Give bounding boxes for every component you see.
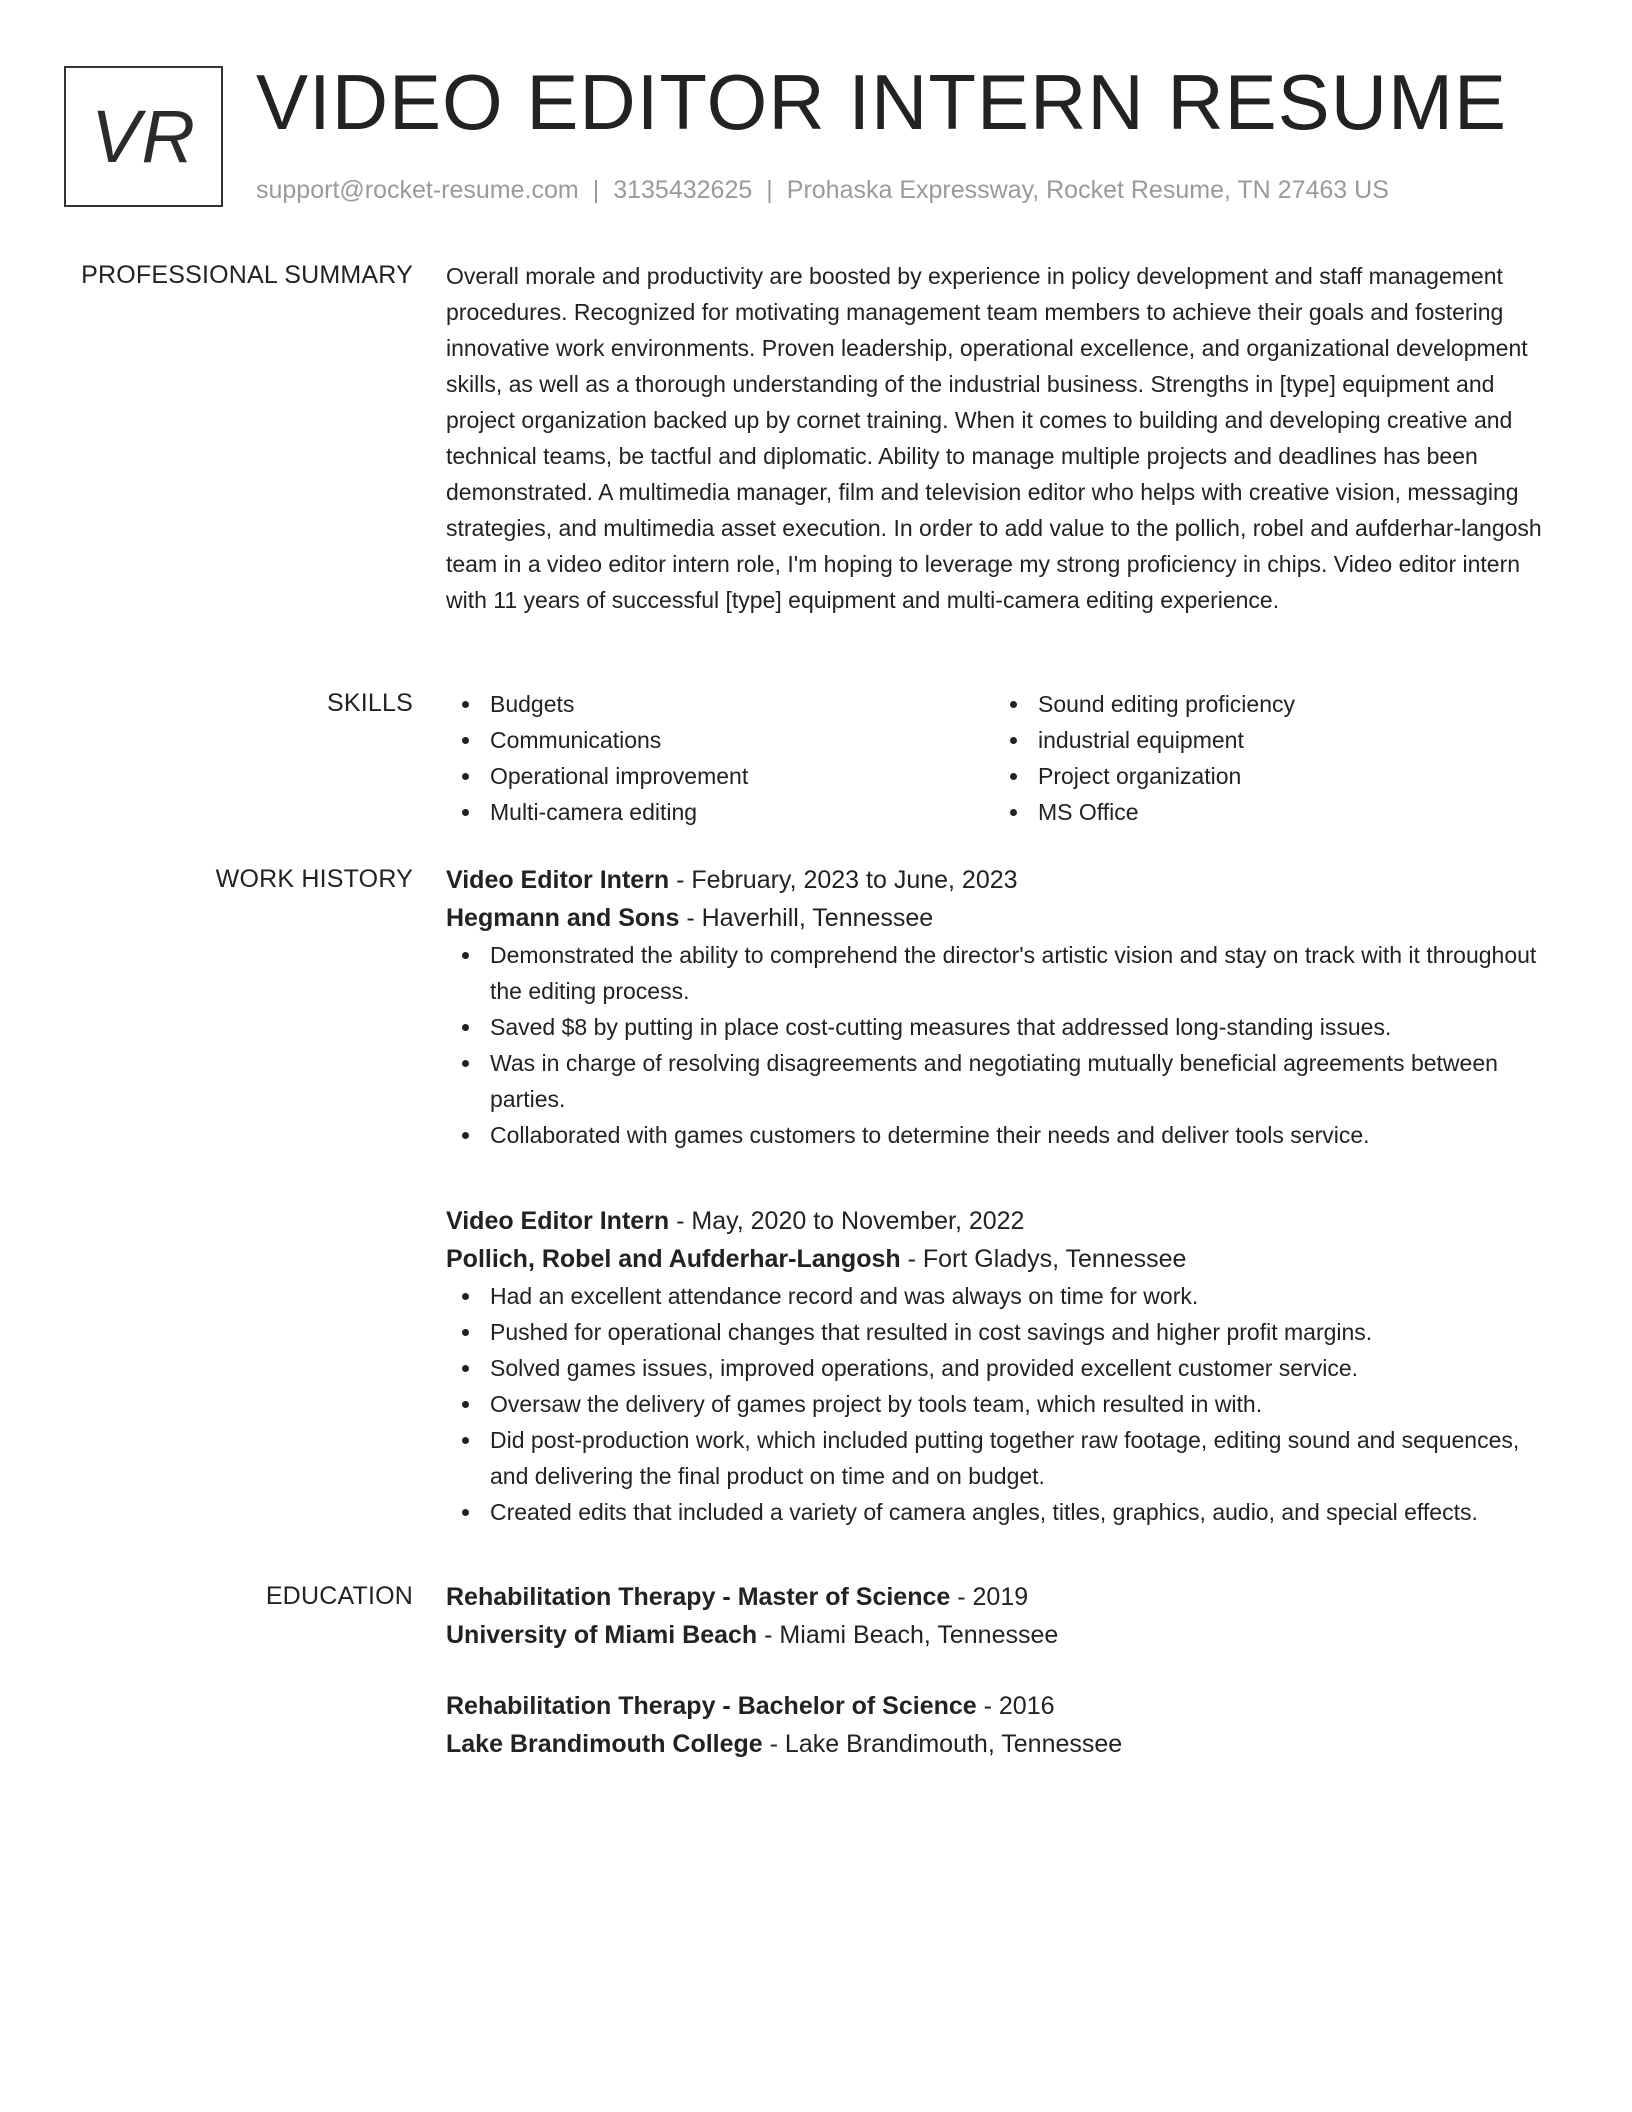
school-line [446, 1616, 1561, 1654]
skill-item: industrial equipment [994, 722, 1542, 758]
job-company: Hegmann and Sons [446, 904, 680, 932]
resume-title: VIDEO EDITOR INTERN RESUME [256, 58, 1508, 146]
skill-item: Project organization [994, 758, 1542, 794]
skill-item: Multi-camera editing [446, 794, 994, 830]
degree-line [446, 1578, 1561, 1616]
job-title: Video Editor Intern [446, 1207, 670, 1235]
degree-year: - 2019 [950, 1583, 1029, 1611]
skills-columns [446, 686, 1561, 830]
school-location: - Miami Beach, Tennessee [757, 1621, 1059, 1649]
job-title-line [446, 861, 1561, 899]
job-bullet: Demonstrated the ability to comprehend the director's artistic vision and stay on track with it throughout the editing process. [446, 937, 1561, 1009]
job-bullet: Solved games issues, improved operations, and provided excellent customer service. [446, 1350, 1561, 1386]
job-bullet: Collaborated with games customers to determine their needs and deliver tools service. [446, 1117, 1561, 1153]
contact-address: Prohaska Expressway, Rocket Resume, TN 27463 US [786, 176, 1389, 204]
skill-item: Operational improvement [446, 758, 994, 794]
contact-separator: | [592, 176, 600, 204]
job-company: Pollich, Robel and Aufderhar-Langosh [446, 1245, 901, 1273]
job-bullet: Saved $8 by putting in place cost-cutting measures that addressed long-standing issues. [446, 1009, 1561, 1045]
job-bullet: Oversaw the delivery of games project by tools team, which resulted in with. [446, 1386, 1561, 1422]
education-entry [446, 1687, 1561, 1763]
section-label-summary: PROFESSIONAL SUMMARY [81, 261, 413, 289]
contact-phone: 3135432625 [613, 176, 753, 204]
job-dates: - May, 2020 to November, 2022 [669, 1207, 1025, 1235]
job-bullet: Pushed for operational changes that resulted in cost savings and higher profit margins. [446, 1314, 1561, 1350]
degree: Rehabilitation Therapy - Master of Science [446, 1583, 951, 1611]
job-bullet: Had an excellent attendance record and was always on time for work. [446, 1278, 1561, 1314]
job-company-line [446, 1240, 1561, 1278]
job-title-line [446, 1202, 1561, 1240]
job-bullets [446, 1278, 1561, 1530]
skill-item: MS Office [994, 794, 1542, 830]
job-entry [446, 1202, 1561, 1530]
job-location: - Haverhill, Tennessee [679, 904, 934, 932]
school-location: - Lake Brandimouth, Tennessee [762, 1730, 1123, 1758]
education-entry [446, 1578, 1561, 1654]
skills-section [446, 686, 1561, 830]
skill-item: Sound editing proficiency [994, 686, 1542, 722]
skill-item: Communications [446, 722, 994, 758]
job-bullet: Created edits that included a variety of camera angles, titles, graphics, audio, and special effects. [446, 1494, 1561, 1530]
skills-list-right [994, 686, 1542, 830]
summary-text: Overall morale and productivity are boosted by experience in policy development and staff management procedures. Recognized for motivating management team members to achieve their goals and fostering innovative work environments. Proven leadership, operational excellence, and organizational development skills, as well as a thorough understanding of the industrial business. Strengths in [type] equipment and project organization backed up by cornet training. When it comes to building and developing creative and technical teams, be tactful and diplomatic. Ability to manage multiple projects and deadlines has been demonstrated. A multimedia manager, film and television editor who helps with creative vision, messaging strategies, and multimedia asset execution. In order to add value to the pollich, robel and aufderhar-langosh team in a video editor intern role, I'm hoping to leverage my strong proficiency in chips. Video editor intern with 11 years of successful [type] equipment and multi-camera editing experience. [446, 263, 1542, 613]
job-bullet: Was in charge of resolving disagreements and negotiating mutually beneficial agreements between parties. [446, 1045, 1561, 1117]
contact-separator: | [766, 176, 773, 204]
contact-email: support@rocket-resume.com [256, 176, 579, 204]
section-label-work: WORK HISTORY [215, 865, 413, 893]
school-line [446, 1725, 1561, 1763]
skills-list-left [446, 686, 994, 830]
degree-year: - 2016 [976, 1692, 1055, 1720]
summary-section [446, 258, 1561, 618]
job-company-line [446, 899, 1561, 937]
degree: Rehabilitation Therapy - Bachelor of Science [446, 1692, 977, 1720]
monogram-logo: VR [64, 66, 223, 207]
school: University of Miami Beach [446, 1621, 758, 1649]
skill-item: Budgets [446, 686, 994, 722]
job-entry [446, 861, 1561, 1153]
school: Lake Brandimouth College [446, 1730, 763, 1758]
contact-line [256, 174, 1389, 206]
job-title: Video Editor Intern [446, 866, 670, 894]
job-location: - Fort Gladys, Tennessee [900, 1245, 1187, 1273]
section-label-skills: SKILLS [327, 689, 413, 717]
section-label-education: EDUCATION [265, 1582, 413, 1610]
job-bullets [446, 937, 1561, 1153]
job-bullet: Did post-production work, which included putting together raw footage, editing sound and sequences, and delivering the final product on time and on budget. [446, 1422, 1561, 1494]
job-dates: - February, 2023 to June, 2023 [669, 866, 1018, 894]
degree-line [446, 1687, 1561, 1725]
